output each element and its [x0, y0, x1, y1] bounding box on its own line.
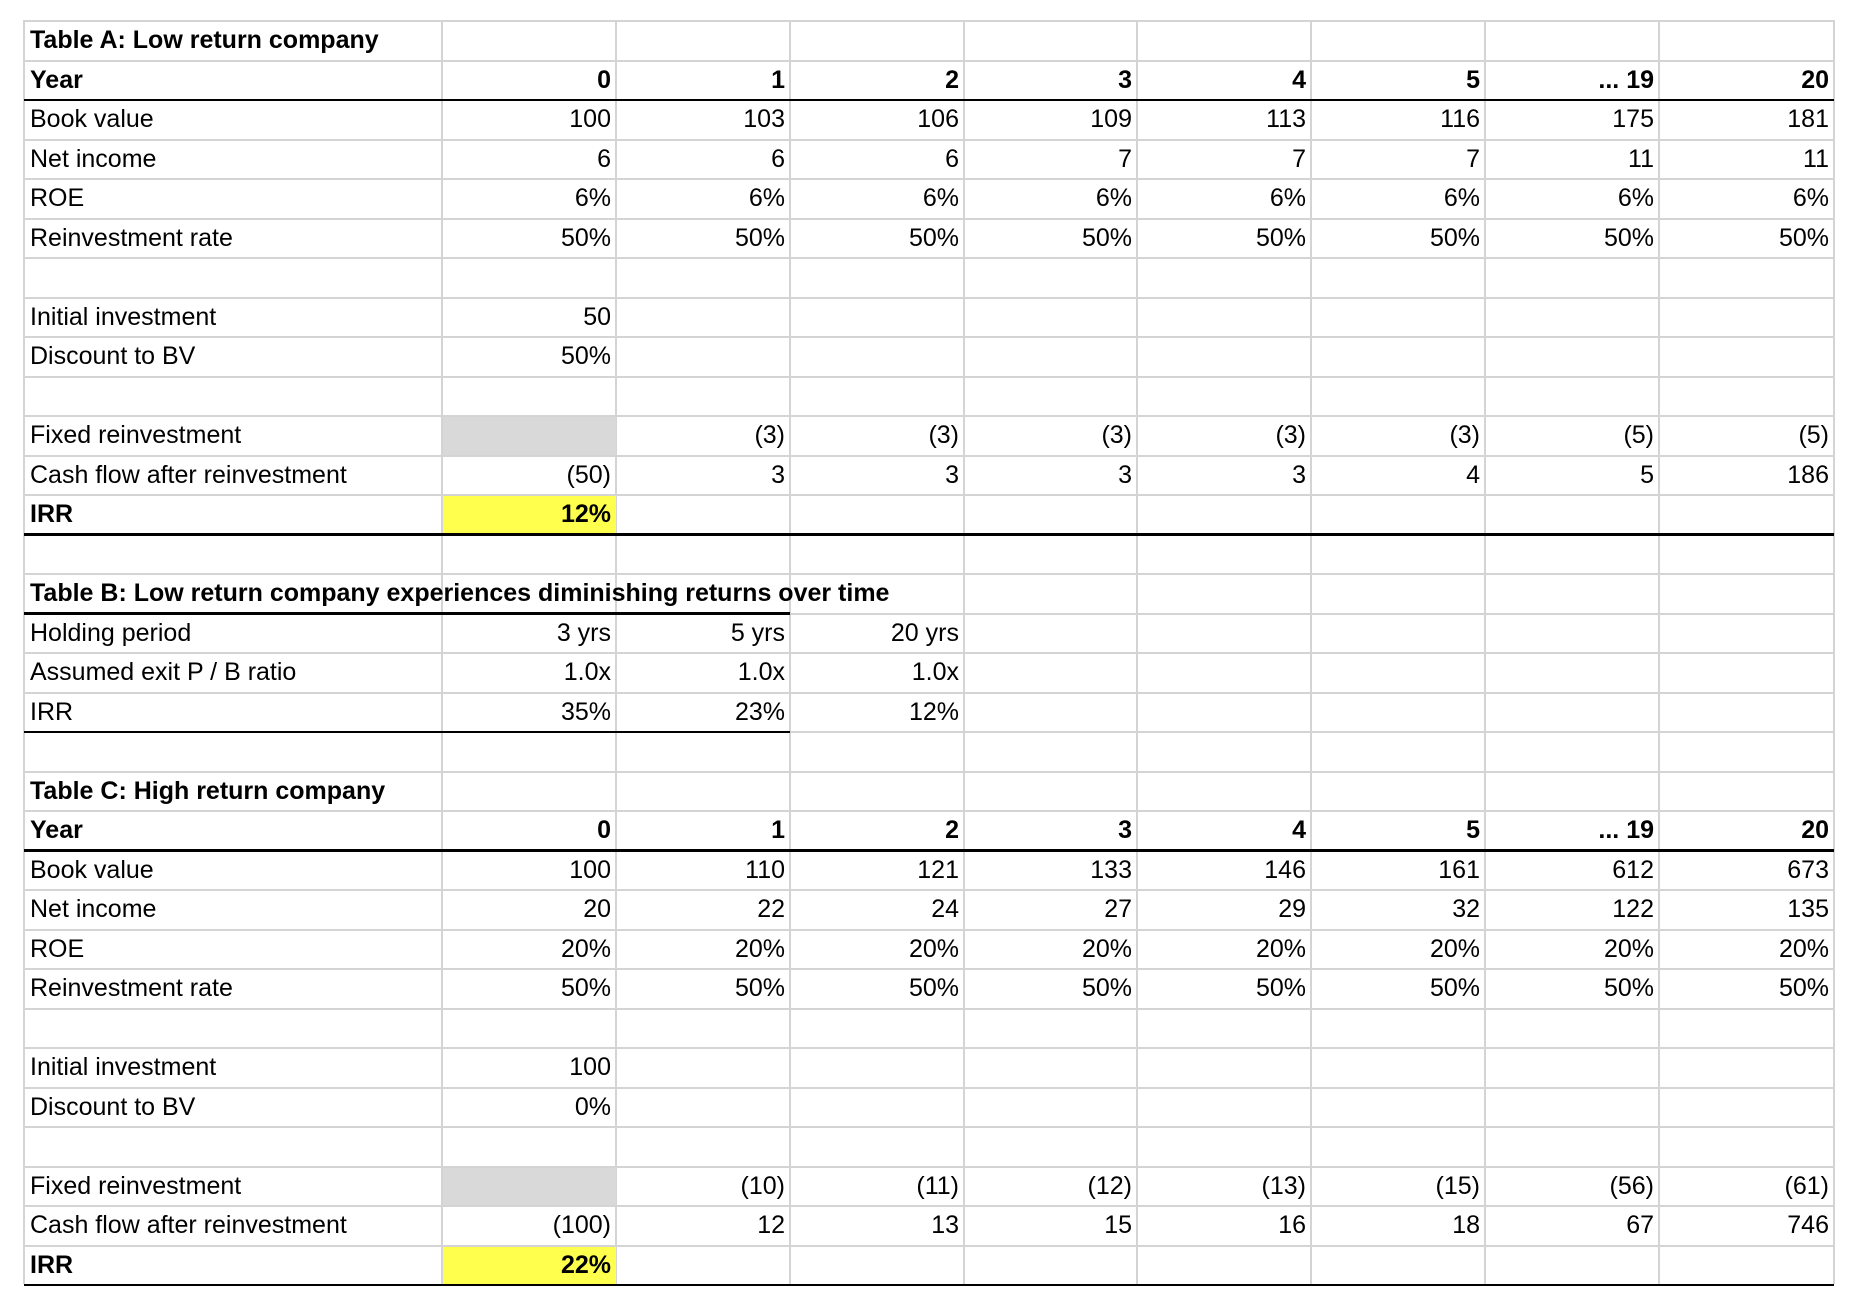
table-a-cell: 6 — [945, 144, 959, 173]
table-c-cell: 20% — [560, 934, 611, 963]
table-c-header-col: 20 — [1801, 816, 1829, 844]
shaded-cell — [443, 417, 616, 455]
table-b-cell: 1.0x — [911, 658, 959, 686]
table-c-row-label: Discount to BV — [30, 1092, 196, 1121]
table-c-cell: 20% — [908, 934, 959, 963]
table-a-cell: 4 — [1466, 460, 1480, 489]
table-c-header-col: 5 — [1466, 816, 1480, 844]
table-c-cell: 20 — [583, 895, 611, 923]
table-c-cell: 110 — [745, 855, 785, 884]
table-b-row-label: Assumed exit P / B ratio — [30, 658, 297, 686]
spreadsheet — [24, 20, 1834, 1284]
table-b-cell: 20 yrs — [890, 618, 959, 647]
table-c-cell: 746 — [1787, 1211, 1829, 1239]
table-a-cell: 3 — [771, 460, 785, 489]
table-a-header-col: 2 — [945, 65, 959, 94]
table-a-cell: 6% — [1443, 184, 1480, 212]
table-a-cell: (3) — [1275, 421, 1306, 449]
table-a-cell: 6% — [1792, 184, 1829, 212]
table-c-cell: 50% — [1429, 974, 1480, 1002]
table-c-cell: 16 — [1278, 1211, 1306, 1239]
table-a-title: Table A: Low return company — [30, 26, 379, 54]
table-b-cell: 1.0x — [737, 658, 785, 686]
table-a-cell: 3 — [945, 460, 959, 489]
table-a-cell: 7 — [1292, 144, 1306, 173]
table-b-cell: 1.0x — [563, 658, 611, 686]
table-a-row-label: Cash flow after reinvestment — [30, 460, 347, 489]
table-a-cell: 50% — [560, 223, 611, 252]
table-a-row-label: ROE — [30, 184, 85, 212]
table-a-row-label: Reinvestment rate — [30, 223, 233, 252]
table-a-cell: 11 — [1803, 144, 1829, 173]
table-a-cell: 7 — [1118, 144, 1132, 173]
table-c-cell: 50% — [560, 974, 611, 1002]
table-a-cell: 7 — [1466, 144, 1480, 173]
table-a-cell: 109 — [1090, 105, 1132, 133]
table-a-cell: 100 — [569, 105, 611, 133]
table-a-cell: 6% — [574, 184, 611, 212]
table-c-header-col: ... 19 — [1598, 816, 1654, 844]
table-c-header-col: 3 — [1118, 816, 1132, 844]
table-a-cell: 50% — [560, 342, 611, 370]
table-a-cell: 113 — [1266, 105, 1306, 133]
table-a-irr-value: 12% — [560, 500, 611, 528]
table-c-cell: 20% — [1778, 934, 1829, 963]
table-c-cell: 12 — [757, 1211, 785, 1239]
table-c-cell: 612 — [1612, 855, 1654, 884]
table-c-cell: 133 — [1090, 855, 1132, 884]
table-a-cell: (3) — [928, 421, 959, 449]
table-a-cell: 181 — [1787, 105, 1829, 133]
table-c-cell: 50% — [908, 974, 959, 1002]
table-a-header-col: 4 — [1292, 65, 1306, 94]
table-a-header-col: 20 — [1801, 65, 1829, 94]
table-c-title: Table C: High return company — [30, 776, 386, 805]
table-a-cell: 5 — [1640, 460, 1654, 489]
table-a-cell: 103 — [743, 105, 785, 133]
table-c-cell: 146 — [1264, 855, 1306, 884]
table-c-cell: (100) — [552, 1211, 611, 1239]
table-c-cell: 50% — [1778, 974, 1829, 1002]
table-a-cell: 6% — [1269, 184, 1306, 212]
table-c-cell: 135 — [1787, 895, 1829, 923]
table-a-cell: (5) — [1798, 421, 1829, 449]
table-a-cell: 186 — [1787, 460, 1829, 489]
table-b-cell: 12% — [908, 697, 959, 726]
table-a-cell: 6% — [1617, 184, 1654, 212]
table-a-cell: (50) — [566, 460, 611, 489]
table-c-cell: 20% — [1081, 934, 1132, 963]
table-c-row-label: Net income — [30, 895, 157, 923]
table-a-row-label: Fixed reinvestment — [30, 421, 242, 449]
table-a-cell: 6% — [922, 184, 959, 212]
table-c-cell: (13) — [1261, 1171, 1306, 1200]
table-a-cell: 6 — [597, 144, 611, 173]
table-c-cell: 50% — [1603, 974, 1654, 1002]
table-c-irr-value: 22% — [560, 1250, 611, 1279]
table-c-cell: (61) — [1784, 1171, 1829, 1200]
table-a-cell: 6 — [771, 144, 785, 173]
table-c-cell: 161 — [1438, 855, 1480, 884]
table-c-row-label: IRR — [30, 1250, 74, 1279]
table-a-cell: 50% — [1081, 223, 1132, 252]
table-c-row-label: Book value — [30, 855, 154, 884]
table-a-row-label: Net income — [30, 144, 157, 173]
table-c-cell: (15) — [1435, 1171, 1480, 1200]
table-a-cell: 106 — [917, 105, 959, 133]
table-c-cell: 18 — [1452, 1211, 1480, 1239]
table-c-cell: 27 — [1104, 895, 1132, 923]
table-c-cell: 15 — [1104, 1211, 1132, 1239]
table-a-cell: 50% — [1255, 223, 1306, 252]
table-a-cell: 3 — [1292, 460, 1306, 489]
table-c-cell: 22 — [757, 895, 785, 923]
table-a-cell: 116 — [1440, 105, 1480, 133]
table-a-row-label: Initial investment — [30, 302, 217, 331]
table-c-row-label: ROE — [30, 934, 85, 963]
table-c-header-label: Year — [30, 816, 83, 844]
table-c-cell: (10) — [740, 1171, 785, 1200]
table-a-cell: 3 — [1118, 460, 1132, 489]
table-c-cell: 122 — [1612, 895, 1654, 923]
table-a-cell: 50% — [1429, 223, 1480, 252]
table-a-header-col: ... 19 — [1598, 65, 1654, 94]
shaded-cell — [443, 1168, 616, 1206]
table-b-cell: 35% — [560, 697, 611, 726]
table-c-header-col: 1 — [771, 816, 785, 844]
table-a-cell: 50 — [583, 302, 611, 331]
table-c-header-col: 4 — [1292, 816, 1306, 844]
table-c-cell: 20% — [1429, 934, 1480, 963]
table-c-header-col: 2 — [945, 816, 959, 844]
table-a-cell: 50% — [734, 223, 785, 252]
table-c-cell: 29 — [1278, 895, 1306, 923]
table-a-cell: (5) — [1623, 421, 1654, 449]
table-b-cell: 23% — [734, 697, 785, 726]
table-c-cell: 50% — [734, 974, 785, 1002]
table-c-cell: 13 — [931, 1211, 959, 1239]
table-a-cell: 11 — [1628, 144, 1654, 173]
table-c-cell: 673 — [1787, 855, 1829, 884]
table-a-cell: 175 — [1612, 105, 1654, 133]
table-c-cell: 0% — [574, 1092, 611, 1121]
table-a-cell: (3) — [754, 421, 785, 449]
table-b-row-label: IRR — [30, 697, 74, 726]
table-c-row-label: Fixed reinvestment — [30, 1171, 242, 1200]
table-c-cell: 20% — [1603, 934, 1654, 963]
table-c-cell: 20% — [734, 934, 785, 963]
table-a-cell: 6% — [1095, 184, 1132, 212]
table-c-cell: 32 — [1452, 895, 1480, 923]
table-a-cell: (3) — [1101, 421, 1132, 449]
table-b-cell: 3 yrs — [556, 618, 611, 647]
table-a-header-col: 3 — [1118, 65, 1132, 94]
table-a-cell: 50% — [1603, 223, 1654, 252]
table-c-cell: 50% — [1081, 974, 1132, 1002]
table-a-cell: 50% — [1778, 223, 1829, 252]
table-a-header-col: 5 — [1466, 65, 1480, 94]
table-c-row-label: Reinvestment rate — [30, 974, 233, 1002]
table-a-header-label: Year — [30, 65, 83, 94]
table-b-title: Table B: Low return company experiences diminishing returns over time — [30, 579, 890, 607]
table-c-row-label: Initial investment — [30, 1053, 217, 1081]
table-c-cell: (11) — [916, 1171, 959, 1200]
table-b-row-label: Holding period — [30, 618, 192, 647]
table-c-cell: 100 — [569, 1053, 611, 1081]
table-a-cell: 50% — [908, 223, 959, 252]
table-c-cell: (12) — [1087, 1171, 1132, 1200]
table-a-cell: 6% — [748, 184, 785, 212]
table-a-header-col: 0 — [597, 65, 611, 94]
table-b-cell: 5 yrs — [730, 618, 785, 647]
table-c-cell: 50% — [1255, 974, 1306, 1002]
table-a-row-label: Discount to BV — [30, 342, 196, 370]
table-a-row-label: IRR — [30, 500, 74, 528]
table-c-cell: 67 — [1626, 1211, 1654, 1239]
table-c-cell: 24 — [931, 895, 959, 923]
table-c-cell: 121 — [917, 855, 959, 884]
table-c-cell: 100 — [569, 855, 611, 884]
table-c-cell: 20% — [1255, 934, 1306, 963]
table-c-row-label: Cash flow after reinvestment — [30, 1211, 347, 1239]
table-a-cell: (3) — [1449, 421, 1480, 449]
table-c-header-col: 0 — [597, 816, 611, 844]
table-c-cell: (56) — [1609, 1171, 1654, 1200]
table-a-row-label: Book value — [30, 105, 154, 133]
table-a-header-col: 1 — [771, 65, 785, 94]
